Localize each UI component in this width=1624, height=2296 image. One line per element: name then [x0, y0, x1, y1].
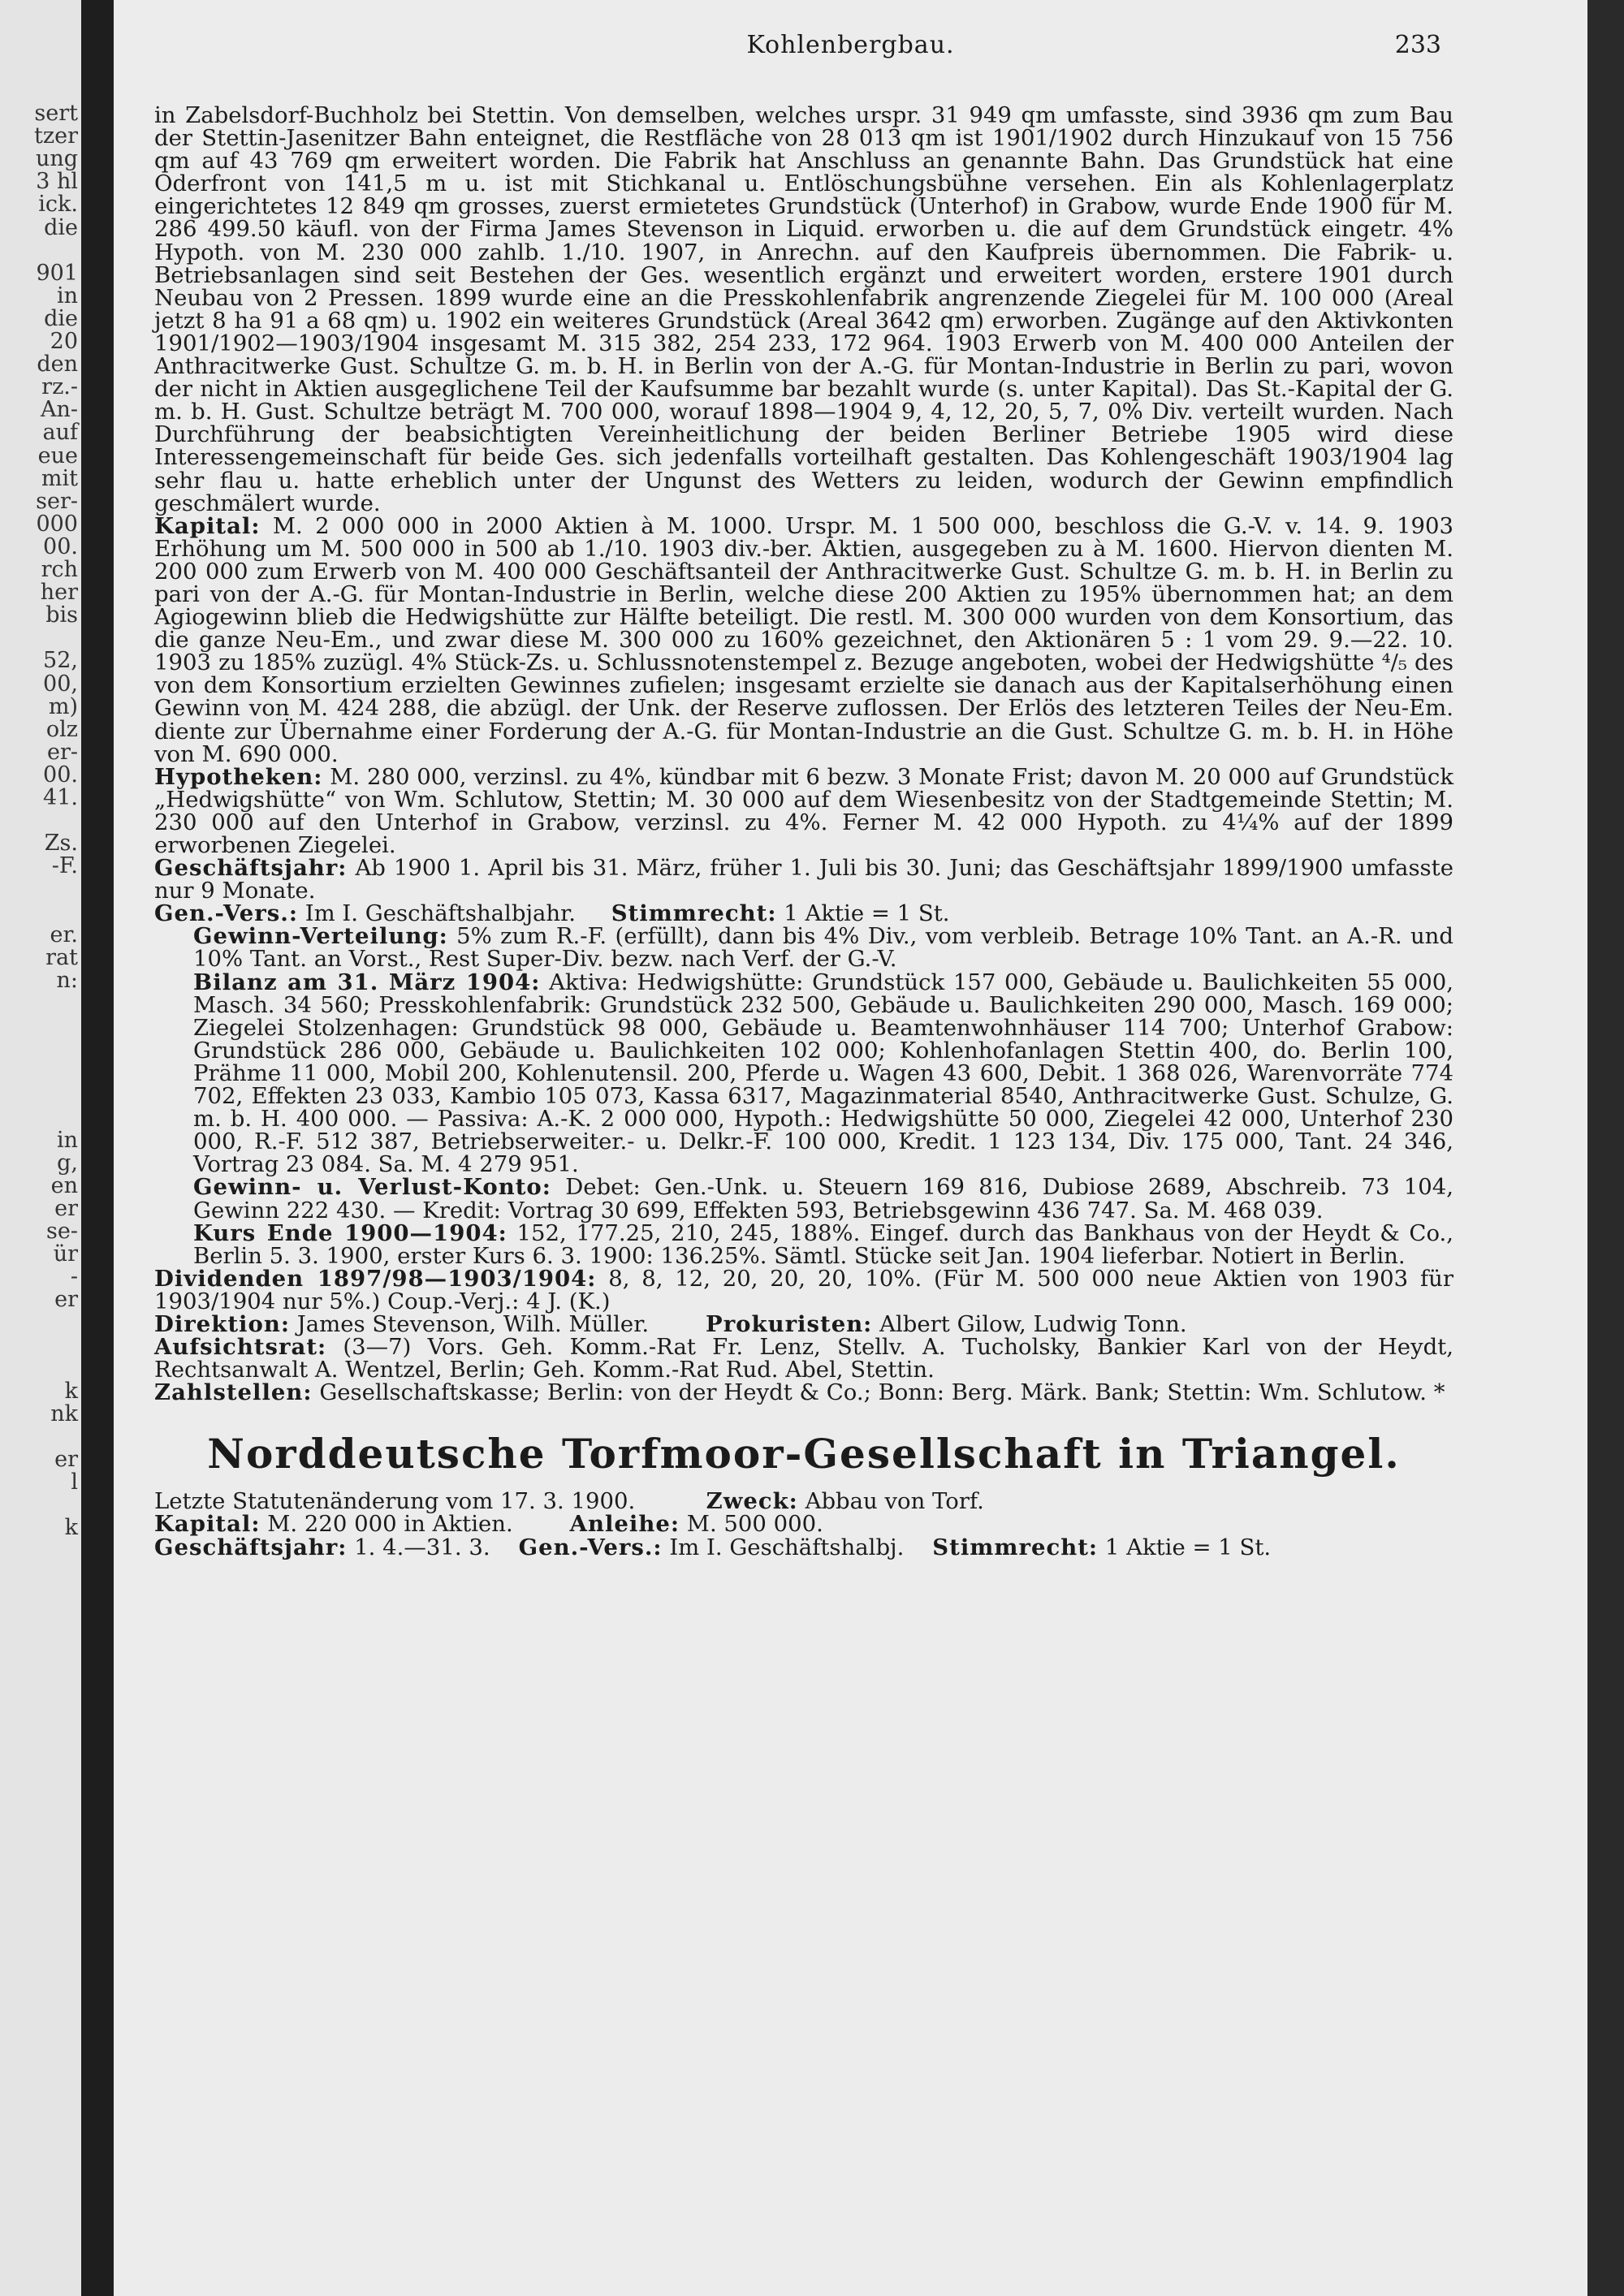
company2-zweck: Abbau von Torf.: [805, 1488, 984, 1515]
company2-line-3: [154, 1536, 1453, 1559]
section-gewinn-verlust: [154, 1174, 1453, 1224]
section-text-prokuristen: Albert Gilow, Ludwig Tonn.: [879, 1310, 1187, 1337]
left-page-fragment: ür: [53, 1241, 78, 1267]
company2-anleihe: M. 500 000.: [686, 1511, 823, 1538]
company2-stimmrecht-label: Stimmrecht:: [932, 1534, 1099, 1560]
left-page-fragment: 00.: [43, 762, 78, 788]
company2-stimmrecht: 1 Aktie = 1 St.: [1104, 1534, 1272, 1560]
left-page-fragment: ung: [35, 146, 78, 172]
left-page-fragment: -F.: [51, 853, 78, 879]
left-page-fragment: her: [40, 580, 78, 606]
left-page-fragment: Zs.: [44, 831, 78, 857]
left-page-fragment: n:: [56, 967, 78, 993]
section-label-prokuristen: Prokuristen:: [706, 1310, 873, 1337]
section-zahlstellen: [154, 1381, 1453, 1404]
left-page-fragment: eue: [37, 442, 78, 468]
left-page-fragment: mit: [41, 465, 78, 491]
left-page-fragment: l: [71, 1470, 78, 1495]
company2-genvers: Im I. Geschäftshalbj.: [669, 1534, 905, 1560]
page-number: 233: [1394, 31, 1441, 59]
left-page-fragment: in: [56, 283, 78, 309]
section-geschaeftsjahr: [154, 857, 1453, 902]
section-aufsichtsrat: [154, 1336, 1453, 1381]
intro-paragraph: in Zabelsdorf-Buchholz bei Stettin. Von demselben, welches urspr. 31 949 qm umfasste, sind 3936 qm zum Bau der Stettin-Jasenitzer Bahn enteignet, die Restfläche von 28 013 qm ist 1901/1902 durch Hinzukauf von 15 756 qm auf 43 769 qm erweitert worden. Die Fabrik hat Anschluss an genannte Bahn. Das Grundstück hat eine Oderfront von 141,5 m u. ist mit Stichkanal u. Entlöschungsbühne versehen. Ein als Kohlenlagerplatz eingerichtetes 12 849 qm grosses, zuerst ermietetes Grundstück (Unterhof) in Grabow, wurde Ende 1900 für M. 286 499.50 käufl. von der Firma James Stevenson in Liquid. erworben u. die auf dem Grundstück eingetr. 4% Hypoth. von M. 230 000 zahlb. 1./10. 1907, in Anrechn. auf den Kaufpreis übernommen. Die Fabrik- u. Betriebsanlagen sind seit Bestehen der Ges. wesentlich ergänzt und erweitert worden, erstere 1901 durch Neubau von 2 Pressen. 1899 wurde eine an die Presskohlenfabrik angrenzende Ziegelei für M. 100 000 (Areal jetzt 8 ha 91 a 68 qm) u. 1902 ein weiteres Grundstück (Areal 3642 qm) erworben. Zugänge auf den Aktivkonten 1901/1902—1903/1904 insgesamt M. 315 382, 254 233, 172 964. 1903 Erwerb von M. 400 000 Anteilen der Anthracitwerke Gust. Schultze G. m. b. H. in Berlin von der A.-G. für Montan-Industrie in Berlin zu pari, wovon der nicht in Aktien ausgeglichene Teil der Kaufsumme bar bezahlt wurde (s. unter Kapital). Das St.-Kapital der G. m. b. H. Gust. Schultze beträgt M. 700 000, worauf 1898—1904 9, 4, 12, 20, 5, 7, 0% Div. verteilt wurden. Nach Durchführung der beabsichtigten Vereinheitlichung der beiden Berliner Betriebe 1905 wird diese Interessengemeinschaft für beide Ges. sich jedenfalls vorteilhaft gestalten. Das Kohlengeschäft 1903/1904 lag sehr flau u. hatte erheblich unter der Ungunst des Wetters zu leiden, wodurch der Gewinn empfindlich geschmälert wurde.: [154, 102, 1453, 516]
left-page-fragment: k: [64, 1515, 78, 1541]
left-page-fragment: en: [50, 1172, 78, 1198]
section-label: Bilanz am 31. März 1904:: [193, 969, 541, 995]
company2-geschaeftsjahr: 1. 4.—31. 3.: [354, 1534, 490, 1560]
section-bilanz: [154, 971, 1453, 1176]
running-head-title: Kohlenbergbau.: [746, 31, 955, 59]
section-label: Gewinn-Verteilung:: [193, 923, 448, 950]
company-heading: Norddeutsche Torfmoor-Gesellschaft in Triangel.: [207, 1430, 1401, 1478]
left-page-fragment: An-: [40, 397, 78, 423]
section-label: Zahlstellen:: [154, 1379, 313, 1406]
section-label: Gen.-Vers.:: [154, 900, 298, 927]
body-text: [154, 104, 1453, 1559]
left-page-fragment: g,: [57, 1150, 78, 1176]
section-label: Kurs Ende 1900—1904:: [193, 1219, 508, 1246]
company2-line-1: [154, 1490, 1453, 1513]
left-page-fragment: rz.-: [41, 374, 78, 400]
section-kurs: [154, 1219, 1453, 1269]
left-page-fragment: er: [54, 1287, 78, 1313]
company2-line-2: [154, 1511, 1453, 1538]
section-label: Gewinn- u. Verlust-Konto:: [193, 1174, 551, 1201]
left-page-fragment: se-: [46, 1218, 78, 1244]
company2-kapital-label: Kapital:: [154, 1511, 261, 1538]
section-text: (3—7) Vors. Geh. Komm.-Rat Fr. Lenz, Stellv. A. Tucholsky, Bankier Karl von der Heydt, Rechtsanwalt A. Wentzel, Berlin; Geh. Komm.-Rat Rud. Abel, Stettin.: [154, 1334, 1454, 1383]
section-text: Aktiva: Hedwigshütte: Grundstück 157 000, Gebäude u. Baulichkeiten 55 000, Masch. 34 560; Presskohlenfabrik: Grundstück 232 500, Gebäude u. Baulichkeiten 290 000, Masch. 169 000; Ziegelei Stolzenhagen: Grundstück 98 000, Gebäude u. Beamtenwohnhäuser 114 700; Unterhof Grabow: Grundstück 286 000, Gebäude u. Baulichkeiten 102 000; Kohlenhofanlagen Stettin 400, do. Berlin 100, Prähme 11 000, Mobil 200, Kohlenutensil. 200, Pferde u. Wagen 43 600, Debit. 1 368 026, Warenvorräte 774 702, Effekten 23 033, Kambio 105 073, Kassa 6317, Magazinmaterial 8540, Anthracitwerke Gust. Schulze, G. m. b. H. 400 000. — Passiva: A.-K. 2 000 000, Hypoth.: Hedwigshütte 50 000, Ziegelei 42 000, Unterhof 230 000, R.-F. 512 387, Betriebserweiter.- u. Delkr.-F. 100 000, Kredit. 1 123 134, Div. 175 000, Tant. 24 346, Vortrag 23 084. Sa. M. 4 279 951.: [193, 969, 1453, 1178]
left-page-fragment: er: [54, 1195, 78, 1221]
left-page-fragment: 52,: [43, 648, 78, 674]
section-label: Dividenden 1897/98—1903/1904:: [154, 1265, 597, 1292]
book-gutter: [81, 0, 114, 2296]
running-head: [114, 31, 1587, 63]
left-page-fragment: k: [64, 1378, 78, 1404]
section-label: Geschäftsjahr:: [154, 855, 348, 882]
section-gewinn-verteilung: [154, 923, 1453, 973]
left-page-fragment: 00,: [43, 671, 78, 697]
section-text: M. 2 000 000 in 2000 Aktien à M. 1000. Urspr. M. 1 500 000, beschloss die G.-V. v. 14. 9. 1903 Erhöhung um M. 500 000 in 500 ab 1./10. 1903 div.-ber. Aktien, ausgegeben zu à M. 1600. Hiervon dienten M. 200 000 zum Erwerb von M. 400 000 Geschäftsanteil der Anthracitwerke Gust. Schultze G. m. b. H. in Berlin zu pari von der A.-G. für Montan-Industrie in Berlin, welche diese 200 Aktien zu 195% übernommen hat; an dem Agiogewinn blieb die Hedwigshütte zur Hälfte beteiligt. Die restl. M. 300 000 wurden von dem Konsortium, das die ganze Neu-Em., und zwar diese M. 300 000 zu 160% gezeichnet, den Aktionären 5 : 1 vom 29. 9.—22. 10. 1903 zu 185% zuzügl. 4% Stück-Zs. u. Schlussnotenstempel z. Bezuge angeboten, wobei der Hedwigshütte ⁴/₅ des von dem Konsortium erzielten Gewinnes zufielen; insgesamt erzielte sie danach aus der Kapitalserhöhung einen Gewinn von M. 424 288, die abzügl. der Unk. der Reserve zuflossen. Der Erlös des letzteren Teiles der Neu-Em. diente zur Übernahme einer Forderung der A.-G. für Montan-Industrie an die Gust. Schultze G. m. b. H. in Höhe von M. 690 000.: [154, 512, 1453, 767]
left-page-fragment: 901: [36, 260, 78, 286]
section-direktion: [154, 1310, 1453, 1337]
section-text: James Stevenson, Wilh. Müller.: [296, 1310, 650, 1337]
section-kapital: [154, 512, 1453, 767]
left-page-fragment: sert: [34, 101, 78, 126]
left-page-fragment: er.: [50, 921, 78, 947]
section-text: Ab 1900 1. April bis 31. März, früher 1. Juli bis 30. Juni; das Geschäftsjahr 1899/1900 umfasste nur 9 Monate.: [154, 855, 1453, 904]
left-page-fragment: er-: [46, 739, 78, 765]
left-page-fragment: rat: [45, 944, 78, 970]
left-page-fragment: er: [54, 1446, 78, 1472]
section-text: 152, 177.25, 210, 245, 188%. Eingef. durch das Bankhaus von der Heydt & Co., Berlin 5. 3. 1900, erster Kurs 6. 3. 1900: 136.25%. Sämtl. Stücke seit Jan. 1904 lieferbar. Notiert in Berlin.: [193, 1219, 1453, 1269]
company2-statute: Letzte Statutenänderung vom 17. 3. 1900.: [154, 1488, 636, 1515]
left-page-fragment: 00.: [43, 533, 78, 559]
section-text-stimmrecht: 1 Aktie = 1 St.: [784, 900, 950, 927]
left-page-fragment: in: [56, 1127, 78, 1153]
section-text: Im I. Geschäftshalbjahr.: [304, 900, 576, 927]
left-page-fragment: 20: [50, 329, 78, 354]
section-text: 8, 8, 12, 20, 20, 20, 10%. (Für M. 500 000 neue Aktien von 1903 für 1903/1904 nur 5%.) Coup.-Verj.: 4 J. (K.): [154, 1265, 1453, 1314]
left-page-fragment: bis: [45, 602, 78, 628]
section-text: Gesellschaftskasse; Berlin: von der Heydt & Co.; Bonn: Berg. Märk. Bank; Stettin: Wm. Schlutow. *: [319, 1379, 1445, 1406]
left-page-strip: [0, 0, 81, 2296]
left-page-fragment: den: [37, 352, 78, 378]
left-page-fragment: 41.: [43, 785, 78, 810]
left-page-fragment: die: [44, 214, 78, 240]
section-label-stimmrecht: Stimmrecht:: [611, 900, 777, 927]
section-label: Direktion:: [154, 1310, 290, 1337]
company2-anleihe-label: Anleihe:: [569, 1511, 680, 1538]
left-page-fragment: nk: [50, 1400, 78, 1426]
company2-genvers-label: Gen.-Vers.:: [518, 1534, 663, 1560]
left-page-fragment: 000: [36, 511, 78, 537]
section-label: Aufsichtsrat:: [154, 1334, 327, 1361]
left-page-fragment: rch: [41, 557, 78, 582]
section-label: Hypotheken:: [154, 763, 323, 790]
left-page-fragment: auf: [42, 420, 78, 446]
left-page-fragment: die: [44, 305, 78, 331]
section-gen-vers: [154, 902, 1453, 925]
section-text: 5% zum R.-F. (erfüllt), dann bis 4% Div., vom verbleib. Betrage 10% Tant. an A.-R. und 10% Tant. an Vorst., Rest Super-Div. bezw. nach Verf. der G.-V.: [193, 923, 1453, 973]
left-page-fragment: ick.: [38, 192, 78, 218]
section-dividenden: [154, 1267, 1453, 1313]
right-edge: [1587, 0, 1624, 2296]
left-page-fragment: olz: [45, 716, 78, 742]
left-page-fragment: ser-: [36, 488, 78, 514]
section-text: M. 280 000, verzinsl. zu 4%, kündbar mit 6 bezw. 3 Monate Frist; davon M. 20 000 auf Grundstück „Hedwigshütte“ von Wm. Schlutow, Stettin; M. 30 000 auf dem Wiesenbesitz von der Stadtgemeinde Stettin; M. 230 000 auf den Unterhof in Grabow, verzinsl. zu 4%. Ferner M. 42 000 Hypoth. zu 4¼% auf der 1899 erworbenen Ziegelei.: [154, 763, 1453, 858]
section-hypotheken: [154, 763, 1453, 858]
left-page-fragment: 3 hl: [36, 169, 78, 195]
left-page-fragment: -: [70, 1264, 78, 1290]
company2-kapital: M. 220 000 in Aktien.: [267, 1511, 513, 1538]
section-label: Kapital:: [154, 512, 261, 539]
section-text: Debet: Gen.-Unk. u. Steuern 169 816, Dubiose 2689, Abschreib. 73 104, Gewinn 222 430. — Kredit: Vortrag 30 699, Effekten 593, Betriebsgewinn 436 747. Sa. M. 468 039.: [193, 1174, 1453, 1224]
company2-zweck-label: Zweck:: [706, 1488, 798, 1515]
left-page-fragment: m): [48, 693, 78, 719]
company2-geschaeftsjahr-label: Geschäftsjahr:: [154, 1534, 348, 1560]
left-page-fragment: tzer: [34, 123, 78, 149]
